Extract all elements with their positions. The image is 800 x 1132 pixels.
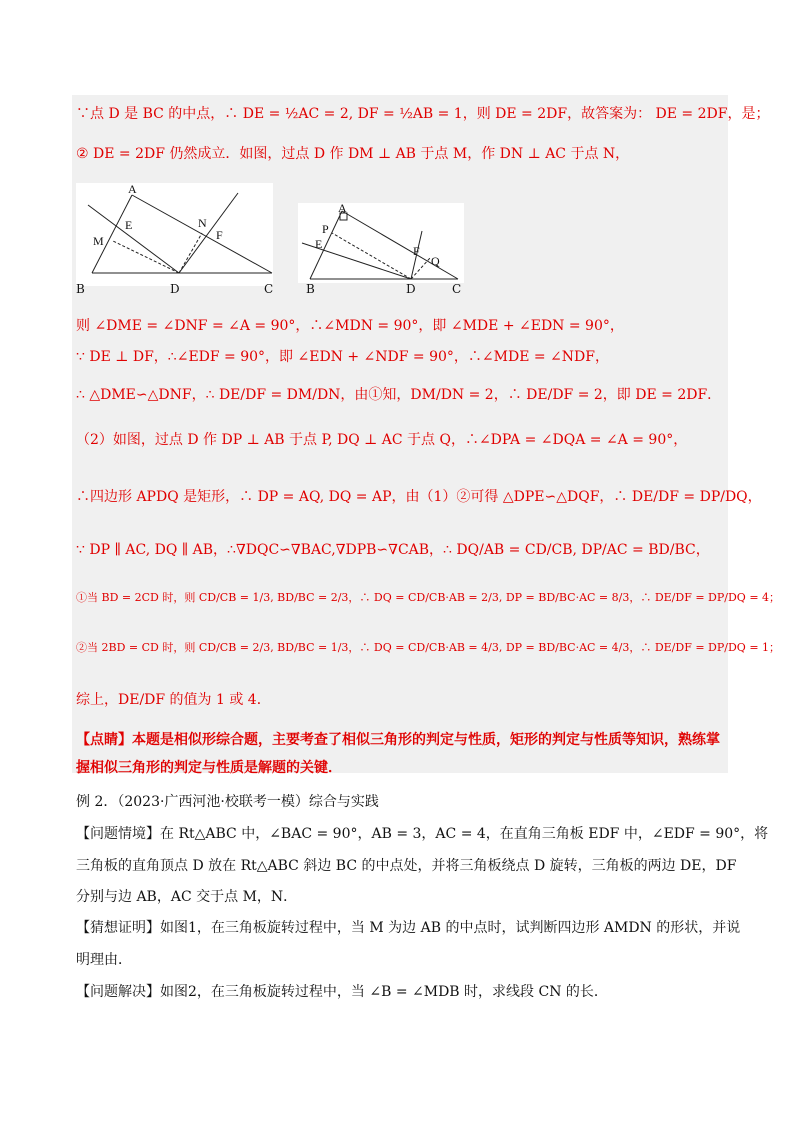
solution-line-2: ② DE = 2DF 仍然成立．如图，过点 D 作 DM ⊥ AB 于点 M，作 DN ⊥ AC 于点 N， [76, 146, 630, 162]
fig1-label: F [216, 228, 223, 242]
solution-line-4: ∵ DE ⊥ DF，∴∠EDF = 90°，即 ∠EDN + ∠NDF = 90°，∴∠MDE = ∠NDF， [76, 349, 609, 365]
example-line-5: 明理由． [76, 952, 132, 968]
fig1-label: A [128, 183, 137, 196]
fig2-label-d: D [406, 282, 416, 296]
fig1-label: M [93, 234, 104, 248]
solution-line-7: ∴四边形 APDQ 是矩形，∴ DP = AQ, DQ = AP，由（1）②可得 △DPE∽△DQF，∴ DE/DF = DP/DQ， [76, 489, 762, 505]
example-line-6: 【问题解决】如图2，在三角板旋转过程中，当 ∠B = ∠MDB 时，求线段 CN 的长． [76, 984, 608, 1000]
fig2-label-b: B [306, 282, 315, 296]
fig1-label-d: D [170, 282, 180, 296]
example-title: 例 2．（2023·广西河池·校联考一模）综合与实践 [76, 794, 379, 810]
example-line-3: 分别与边 AB，AC 交于点 M，N． [76, 889, 298, 905]
key-point-line-2: 握相似三角形的判定与性质是解题的关键． [76, 760, 342, 776]
fig2-label: F [413, 244, 420, 258]
key-point-line-1: 【点睛】本题是相似形综合题，主要考查了相似三角形的判定与性质，矩形的判定与性质等知识，熟练掌 [76, 732, 720, 748]
solution-line-1: ∵点 D 是 BC 的中点，∴ DE = ½AC = 2, DF = ½AB = 1，则 DE = 2DF，故答案为： DE = 2DF，是； [76, 106, 770, 122]
fig2-label: Q [431, 254, 440, 268]
fig1-label: N [198, 216, 207, 230]
figure-1 [76, 183, 273, 286]
figure-2 [298, 203, 464, 283]
fig2-label-c: C [452, 282, 462, 296]
fig2-label: A [338, 203, 347, 215]
solution-line-11: 综上，DE/DF 的值为 1 或 4． [76, 692, 271, 708]
fig2-label: E [315, 237, 323, 251]
example-line-1: 【问题情境】在 Rt△ABC 中，∠BAC = 90°，AB = 3，AC = 4，在直角三角板 EDF 中，∠EDF = 90°，将 [76, 826, 769, 842]
solution-line-10: ②当 2BD = CD 时，则 CD/CB = 2/3, BD/BC = 1/3，∴ DQ = CD/CB·AB = 4/3, DP = BD/BC·AC = 4/3，∴ DE/DF = DP/DQ = 1； [76, 641, 781, 654]
example-line-4: 【猜想证明】如图1，在三角板旋转过程中，当 M 为边 AB 的中点时，试判断四边形 AMDN 的形状，并说 [76, 920, 741, 936]
solution-line-3: 则 ∠DME = ∠DNF = ∠A = 90°，∴∠MDN = 90°，即 ∠MDE + ∠EDN = 90°， [76, 318, 624, 334]
solution-line-9: ①当 BD = 2CD 时，则 CD/CB = 1/3, BD/BC = 2/3，∴ DQ = CD/CB·AB = 2/3, DP = BD/BC·AC = 8/3，∴ DE/DF = DP/DQ = 4； [76, 591, 781, 604]
fig1-label-b: B [76, 282, 85, 296]
example-line-2: 三角板的直角顶点 D 放在 Rt△ABC 斜边 BC 的中点处，并将三角板绕点 D 旋转，三角板的两边 DE，DF [76, 858, 737, 874]
solution-line-5: ∴ △DME∽△DNF，∴ DE/DF = DM/DN，由①知，DM/DN = 2，∴ DE/DF = 2，即 DE = 2DF． [76, 387, 722, 403]
fig1-label: E [125, 218, 133, 232]
solution-line-8: ∵ DP ∥ AC, DQ ∥ AB，∴∇DQC∽∇BAC,∇DPB∽∇CAB，∴ DQ/AB = CD/CB, DP/AC = BD/BC， [76, 542, 710, 558]
fig1-label-c: C [264, 282, 274, 296]
fig2-label: P [322, 222, 329, 236]
solution-line-6: （2）如图，过点 D 作 DP ⊥ AB 于点 P, DQ ⊥ AC 于点 Q，∴∠DPA = ∠DQA = ∠A = 90°， [76, 432, 688, 448]
